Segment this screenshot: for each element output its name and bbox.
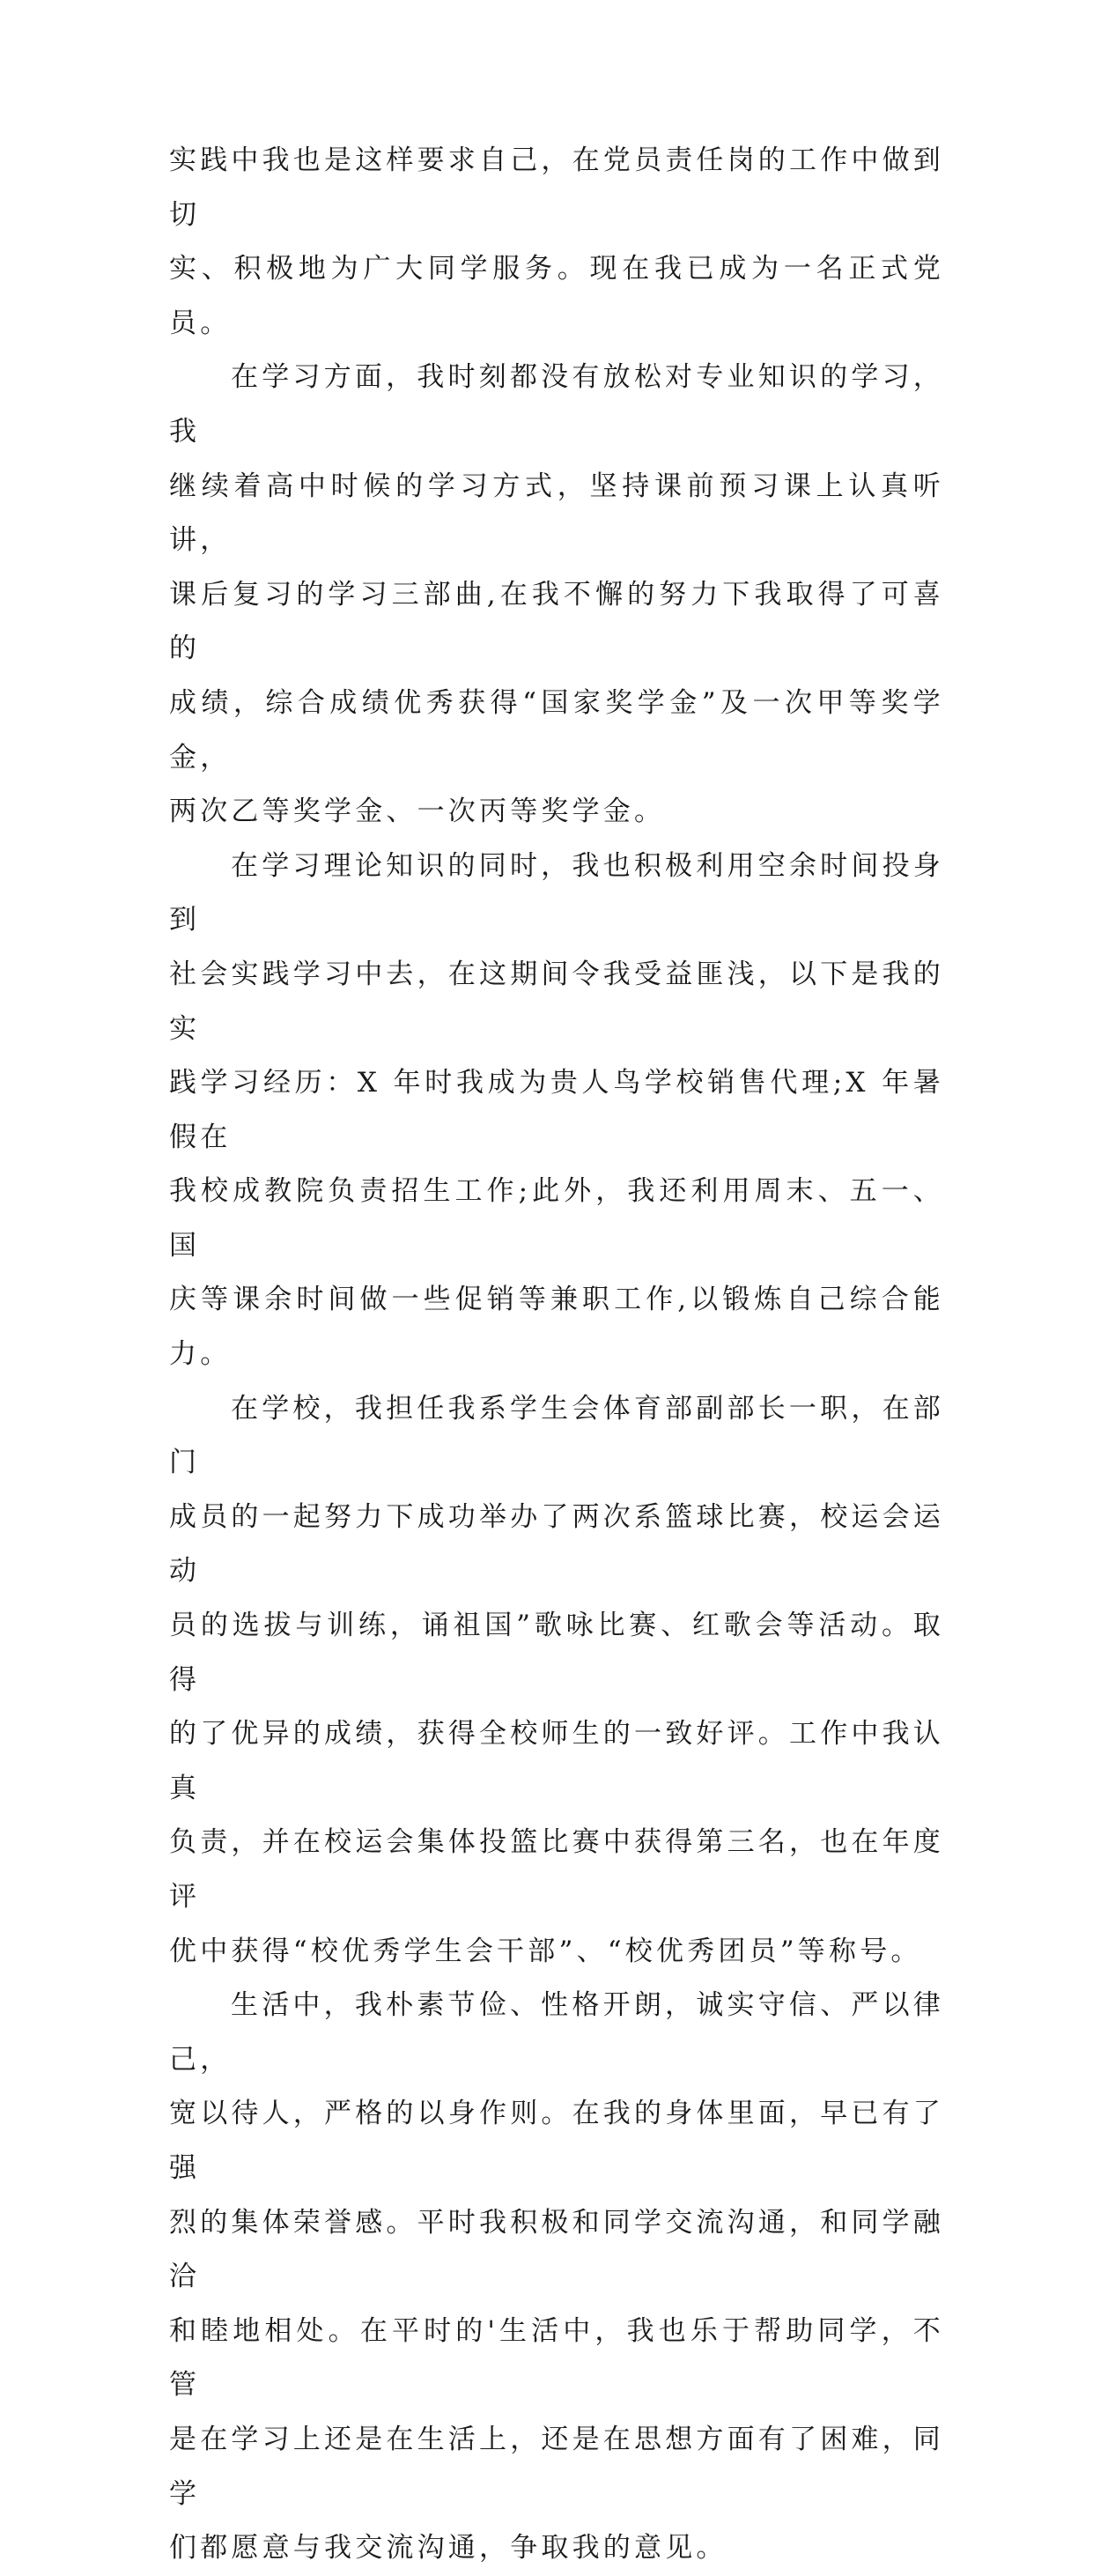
- paragraph-3-line-3: 践学习经历：X 年时我成为贵人鸟学校销售代理;X 年暑假在: [169, 1067, 944, 1153]
- paragraph-5-line-4: 和睦地相处。在平时的'生活中，我也乐于帮助同学，不管: [169, 2314, 944, 2402]
- paragraph-2-line-1: 在学习方面，我时刻都没有放松对专业知识的学习，我: [169, 361, 944, 448]
- paragraph-2-line-5: 两次乙等奖学金、一次丙等奖学金。: [169, 796, 666, 828]
- paragraph-4-line-3: 员的选拔与训练，诵祖国”歌咏比赛、红歌会等活动。取得: [169, 1610, 944, 1696]
- document-body: [169, 134, 944, 2576]
- paragraph-3-line-1: 在学习理论知识的同时，我也积极利用空余时间投身到: [169, 849, 944, 936]
- paragraph-2-line-2: 继续着高中时候的学习方式，坚持课前预习课上认真听讲，: [169, 470, 944, 557]
- paragraph-4-line-1: 在学校，我担任我系学生会体育部副部长一职，在部门: [169, 1392, 944, 1479]
- paragraph-2-line-4: 成绩，综合成绩优秀获得“国家奖学金”及一次甲等奖学金，: [169, 686, 944, 774]
- paragraph-2: [169, 351, 944, 839]
- paragraph-4-line-2: 成员的一起努力下成功举办了两次系篮球比赛，校运会运动: [169, 1500, 944, 1588]
- paragraph-3-line-2: 社会实践学习中去，在这期间令我受益匪浅，以下是我的实: [169, 958, 944, 1045]
- paragraph-4-line-5: 负责，并在校运会集体投篮比赛中获得第三名，也在年度评: [169, 1826, 944, 1913]
- paragraph-4: [169, 1382, 944, 1980]
- paragraph-4-line-4: 的了优异的成绩，获得全校师生的一致好评。工作中我认真: [169, 1718, 944, 1804]
- paragraph-3-line-4: 我校成教院负责招生工作;此外，我还利用周末、五一、国: [169, 1175, 944, 1262]
- paragraph-5-line-5: 是在学习上还是在生活上，还是在思想方面有了困难，同学: [169, 2423, 944, 2510]
- paragraph-1: [169, 134, 944, 351]
- paragraph-5-line-2: 宽以待人，严格的以身作则。在我的身体里面，早已有了强: [169, 2098, 944, 2184]
- paragraph-3-line-5: 庆等课余时间做一些促销等兼职工作,以锻炼自己综合能力。: [169, 1284, 944, 1371]
- paragraph-1-line-1: 实践中我也是这样要求自己，在党员责任岗的工作中做到切: [169, 144, 944, 231]
- paragraph-4-line-6: 优中获得“校优秀学生会干部”、“校优秀团员”等称号。: [169, 1935, 922, 1967]
- paragraph-5: [169, 1979, 944, 2576]
- paragraph-3: [169, 840, 944, 1382]
- paragraph-5-line-6: 们都愿意与我交流沟通，争取我的意见。: [169, 2532, 727, 2565]
- paragraph-1-line-2: 实、积极地为广大同学服务。现在我已成为一名正式党员。: [169, 253, 944, 339]
- paragraph-5-line-1: 生活中，我朴素节俭、性格开朗，诚实守信、严以律己，: [169, 1989, 944, 2076]
- paragraph-5-line-3: 烈的集体荣誉感。平时我积极和同学交流沟通，和同学融洽: [169, 2206, 944, 2293]
- paragraph-2-line-3: 课后复习的学习三部曲,在我不懈的努力下我取得了可喜的: [169, 578, 944, 665]
